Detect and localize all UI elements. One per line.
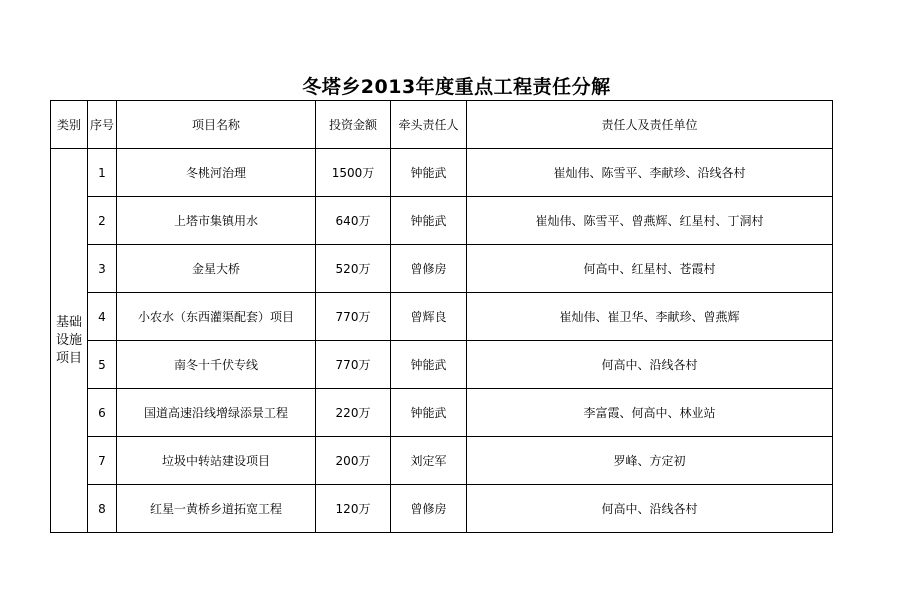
header-category: 类别 — [51, 101, 88, 149]
seq-cell: 3 — [88, 245, 117, 293]
responsible-units-cell: 崔灿伟、陈雪平、曾燕辉、红星村、丁洞村 — [467, 197, 833, 245]
project-name-cell: 小农水（东西灌渠配套）项目 — [117, 293, 316, 341]
lead-person-cell: 曾修房 — [391, 245, 467, 293]
responsible-units-cell: 何高中、红星村、苍霞村 — [467, 245, 833, 293]
table-row — [51, 389, 833, 437]
project-name-cell: 南冬十千伏专线 — [117, 341, 316, 389]
table-row — [51, 437, 833, 485]
lead-person-cell: 钟能武 — [391, 341, 467, 389]
responsible-units-cell: 李富霞、何高中、林业站 — [467, 389, 833, 437]
header-seq: 序号 — [88, 101, 117, 149]
project-name-cell: 垃圾中转站建设项目 — [117, 437, 316, 485]
table-row — [51, 149, 833, 197]
table-body — [51, 149, 833, 533]
investment-cell: 640万 — [316, 197, 391, 245]
page-title: 冬塔乡2013年度重点工程责任分解 — [302, 76, 611, 98]
investment-cell: 200万 — [316, 437, 391, 485]
lead-person-cell: 曾辉良 — [391, 293, 467, 341]
responsible-units-cell: 罗峰、方定初 — [467, 437, 833, 485]
project-name-cell: 国道高速沿线增绿添景工程 — [117, 389, 316, 437]
project-name-cell: 红星一黄桥乡道拓宽工程 — [117, 485, 316, 533]
table-row — [51, 293, 833, 341]
investment-cell: 520万 — [316, 245, 391, 293]
investment-cell: 1500万 — [316, 149, 391, 197]
header-lead: 牵头责任人 — [391, 101, 467, 149]
table-row — [51, 245, 833, 293]
table-row — [51, 341, 833, 389]
seq-cell: 1 — [88, 149, 117, 197]
lead-person-cell: 钟能武 — [391, 389, 467, 437]
seq-cell: 5 — [88, 341, 117, 389]
seq-cell: 4 — [88, 293, 117, 341]
seq-cell: 7 — [88, 437, 117, 485]
seq-cell: 8 — [88, 485, 117, 533]
lead-person-cell: 钟能武 — [391, 197, 467, 245]
lead-person-cell: 曾修房 — [391, 485, 467, 533]
responsible-units-cell: 崔灿伟、陈雪平、李献珍、沿线各村 — [467, 149, 833, 197]
responsible-units-cell: 崔灿伟、崔卫华、李献珍、曾燕辉 — [467, 293, 833, 341]
table-row — [51, 485, 833, 533]
seq-cell: 2 — [88, 197, 117, 245]
responsibility-table — [50, 100, 833, 533]
project-name-cell: 金星大桥 — [117, 245, 316, 293]
investment-cell: 770万 — [316, 293, 391, 341]
responsible-units-cell: 何高中、沿线各村 — [467, 341, 833, 389]
lead-person-cell: 刘定军 — [391, 437, 467, 485]
table-row — [51, 197, 833, 245]
investment-cell: 120万 — [316, 485, 391, 533]
category-cell — [51, 149, 88, 533]
lead-person-cell: 钟能武 — [391, 149, 467, 197]
investment-cell: 770万 — [316, 341, 391, 389]
header-units: 责任人及责任单位 — [467, 101, 833, 149]
responsible-units-cell: 何高中、沿线各村 — [467, 485, 833, 533]
header-project: 项目名称 — [117, 101, 316, 149]
header-investment: 投资金额 — [316, 101, 391, 149]
project-name-cell: 上塔市集镇用水 — [117, 197, 316, 245]
header-row — [51, 101, 833, 149]
project-name-cell: 冬桃河治理 — [117, 149, 316, 197]
category-label: 基础设施项目 — [56, 314, 83, 366]
seq-cell: 6 — [88, 389, 117, 437]
investment-cell: 220万 — [316, 389, 391, 437]
